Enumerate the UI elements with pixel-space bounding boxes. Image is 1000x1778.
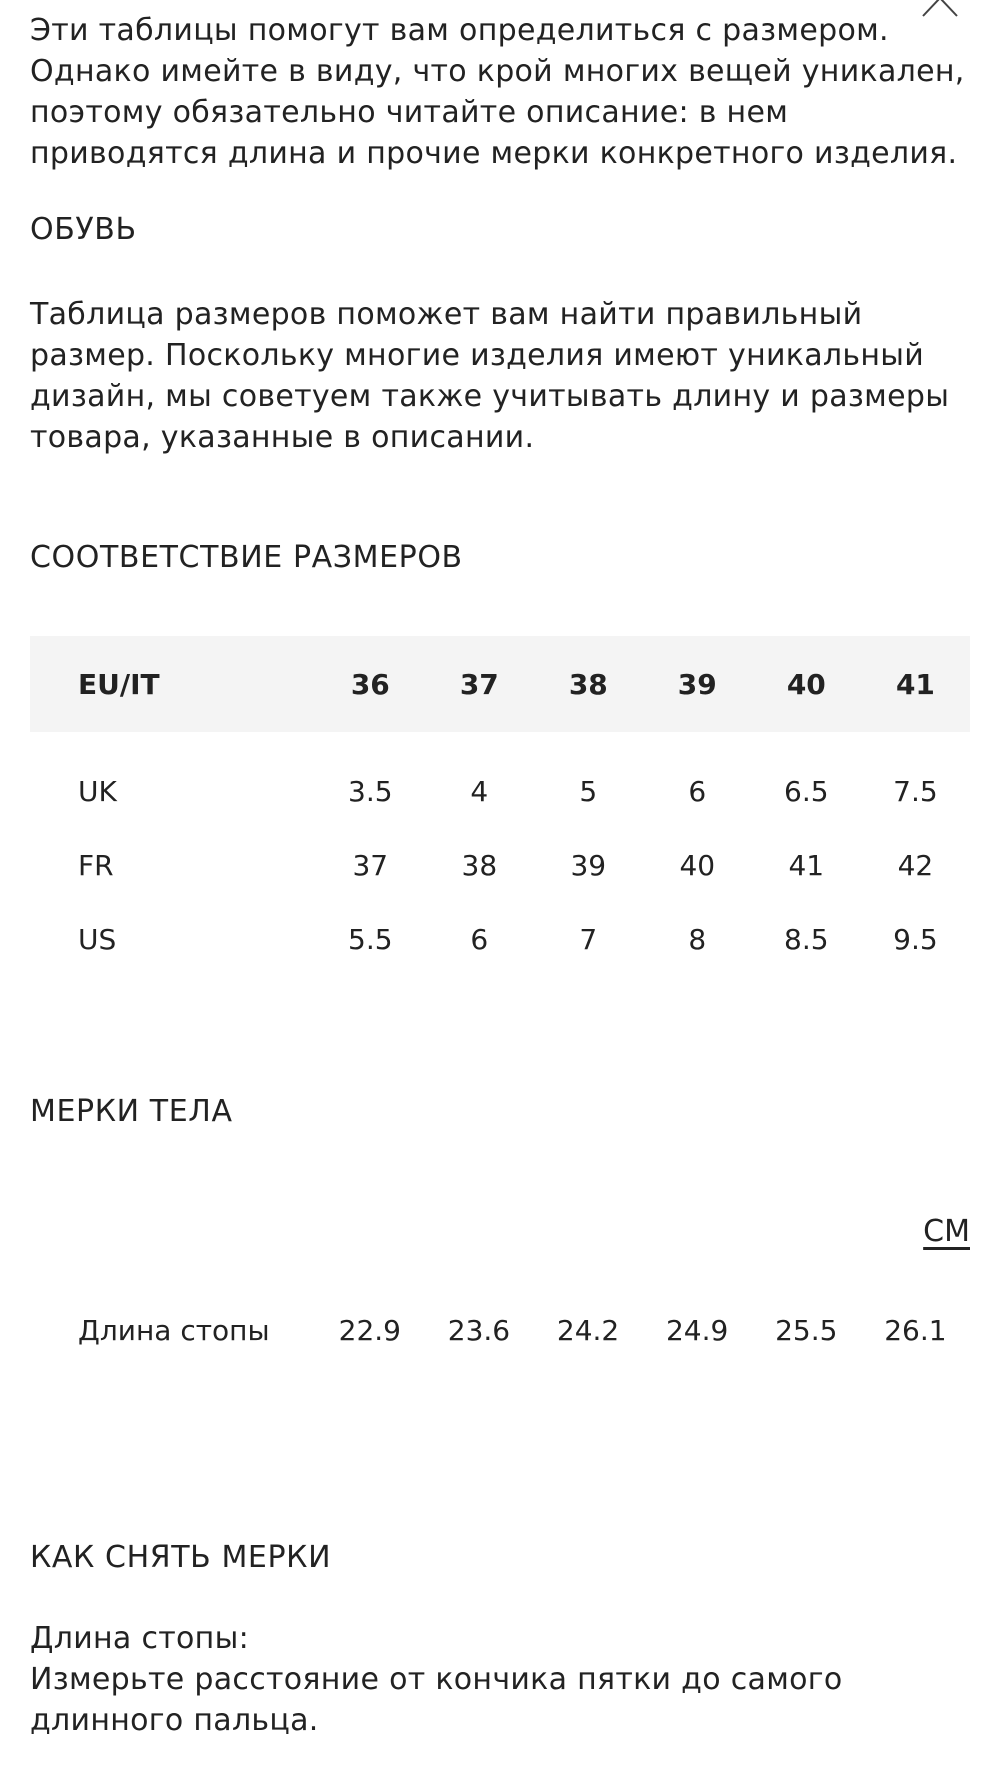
header-size-cell: 41 bbox=[895, 667, 935, 701]
size-cell: 40 bbox=[679, 848, 716, 882]
size-cell: 6.5 bbox=[784, 774, 829, 808]
table-row bbox=[30, 732, 970, 828]
header-size-cell: 39 bbox=[677, 667, 717, 701]
size-cell: 6 bbox=[688, 774, 707, 808]
shoes-description: Таблица размеров поможет вам найти правильный размер. Поскольку многие изделия имеют уникальный дизайн, мы советуем также учитывать длину и размеры товара, указанные в описании. bbox=[30, 297, 950, 455]
header-size-cell: 40 bbox=[786, 667, 826, 701]
row-label-cell: US bbox=[78, 922, 117, 956]
size-cell: 9.5 bbox=[893, 922, 938, 956]
foot-length-instruction: Измерьте расстояние от кончика пятки до самого длинного пальца. bbox=[30, 1662, 843, 1738]
body-measurements-table bbox=[30, 1300, 970, 1360]
row-label-cell: FR bbox=[78, 848, 114, 882]
table-row bbox=[30, 1300, 970, 1360]
size-cell: 5.5 bbox=[348, 922, 393, 956]
size-cell: 39 bbox=[570, 848, 607, 882]
size-cell: 41 bbox=[788, 848, 825, 882]
foot-length-title: Длина стопы: bbox=[30, 1621, 249, 1656]
size-cell: 38 bbox=[461, 848, 498, 882]
size-guide-content bbox=[30, 0, 970, 1741]
header-size-cell: 37 bbox=[459, 667, 499, 701]
measure-cell: 23.6 bbox=[447, 1313, 511, 1347]
unit-cm-link[interactable]: СМ bbox=[923, 1214, 970, 1249]
row-label-cell: Длина стопы bbox=[78, 1313, 270, 1347]
size-cell: 7.5 bbox=[893, 774, 938, 808]
measure-cell: 25.5 bbox=[775, 1313, 838, 1347]
header-label-cell: EU/IT bbox=[78, 667, 160, 701]
header-size-cell: 38 bbox=[568, 667, 608, 701]
size-conversion-heading: СООТВЕТСТВИЕ РАЗМЕРОВ bbox=[30, 540, 463, 575]
row-label-cell: UK bbox=[78, 774, 117, 808]
size-cell: 3.5 bbox=[348, 774, 393, 808]
size-cell: 5 bbox=[579, 774, 598, 808]
how-to-measure-heading: КАК СНЯТЬ МЕРКИ bbox=[30, 1540, 332, 1575]
measure-cell: 26.1 bbox=[884, 1313, 947, 1347]
size-conversion-table bbox=[30, 636, 970, 976]
intro-text: Эти таблицы помогут вам определиться с размером. Однако имейте в виду, что крой многих вещей уникален, поэтому обязательно читайте описание: в нем приводятся длина и прочие мерки конкретного изделия. bbox=[30, 13, 965, 171]
size-cell: 42 bbox=[897, 848, 934, 882]
measure-cell: 24.9 bbox=[665, 1313, 729, 1347]
unit-selector bbox=[30, 1212, 970, 1252]
table-header-row bbox=[30, 636, 970, 732]
measure-cell: 22.9 bbox=[338, 1313, 401, 1347]
size-cell: 6 bbox=[470, 922, 489, 956]
measure-cell: 24.2 bbox=[556, 1313, 620, 1347]
header-size-cell: 36 bbox=[350, 667, 390, 701]
size-cell: 8.5 bbox=[784, 922, 829, 956]
table-row bbox=[30, 828, 970, 902]
size-cell: 4 bbox=[470, 774, 489, 808]
size-cell: 7 bbox=[579, 922, 598, 956]
table-row bbox=[30, 902, 970, 976]
size-cell: 8 bbox=[688, 922, 707, 956]
body-measurements-heading: МЕРКИ ТЕЛА bbox=[30, 1094, 233, 1129]
shoes-heading: ОБУВЬ bbox=[30, 212, 137, 247]
size-cell: 37 bbox=[352, 848, 389, 882]
